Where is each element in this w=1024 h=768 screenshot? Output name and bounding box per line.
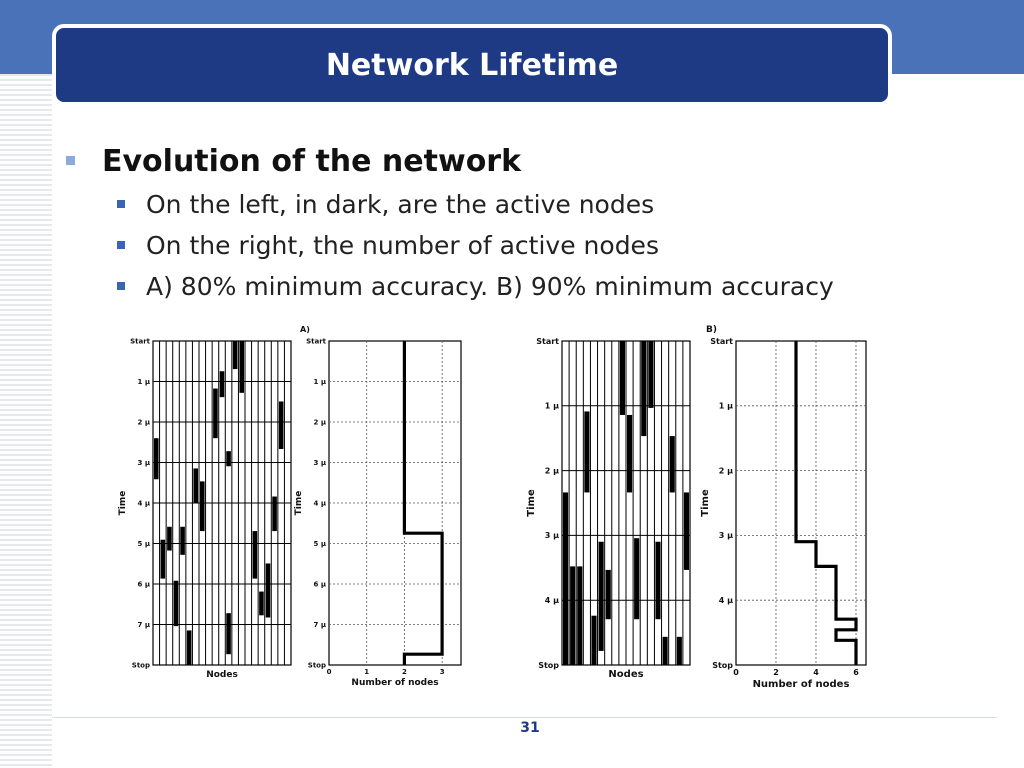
y-tick-label: 4 μ xyxy=(718,596,733,605)
y-tick-label: 1 μ xyxy=(544,401,559,411)
active-node-bar xyxy=(272,497,277,532)
y-tick-label: Start xyxy=(710,336,733,346)
x-axis-title: Nodes xyxy=(206,670,238,680)
x-tick-label: 6 xyxy=(853,668,859,677)
active-node-bar xyxy=(161,540,166,579)
bullet-list xyxy=(62,140,962,307)
active-node-bar xyxy=(570,566,575,665)
y-tick-label: 3 μ xyxy=(544,531,559,541)
y-tick-label: 5 μ xyxy=(313,539,326,548)
title-box xyxy=(52,24,892,106)
y-tick-label: Start xyxy=(306,337,326,346)
y-tick-label: 6 μ xyxy=(137,580,150,589)
y-tick-label: 7 μ xyxy=(137,620,150,629)
active-node-bar xyxy=(641,341,646,436)
y-tick-label: 7 μ xyxy=(313,620,326,629)
x-tick-label: 0 xyxy=(733,668,739,677)
y-tick-label: 3 μ xyxy=(313,458,326,467)
panel-label: B) xyxy=(706,325,717,335)
active-node-bar xyxy=(634,538,639,619)
lineplot-frame xyxy=(736,341,866,665)
y-tick-label: Start xyxy=(536,336,559,346)
active-node-bar xyxy=(584,411,589,492)
bullet-marker xyxy=(117,282,125,290)
active-nodes-line xyxy=(796,341,856,665)
bullet-marker xyxy=(117,241,125,249)
y-tick-label: 2 μ xyxy=(544,466,559,476)
page-number: 31 xyxy=(520,720,540,736)
active-node-bar xyxy=(266,563,271,617)
active-node-bar xyxy=(684,492,689,569)
x-tick-label: 3 xyxy=(439,668,445,676)
x-tick-label: 4 xyxy=(813,668,819,677)
bullet-main-text: Evolution of the network xyxy=(102,144,522,179)
y-axis-title: Time xyxy=(118,490,128,516)
y-tick-label: 5 μ xyxy=(137,539,150,548)
active-node-bar xyxy=(154,438,159,479)
active-node-bar xyxy=(599,542,604,651)
y-tick-label: 2 μ xyxy=(313,418,326,427)
y-tick-label: Stop xyxy=(712,660,733,670)
active-node-bar xyxy=(226,613,231,654)
active-nodes-line xyxy=(404,341,442,665)
y-tick-label: 4 μ xyxy=(544,596,559,605)
slide-title: Network Lifetime xyxy=(325,47,619,83)
bullet-main xyxy=(62,140,962,184)
panel-label: A) xyxy=(300,325,310,334)
y-tick-label: 3 μ xyxy=(718,531,733,541)
x-tick-label: 1 xyxy=(364,668,370,676)
y-tick-label: Stop xyxy=(538,660,559,670)
y-tick-label: 4 μ xyxy=(313,499,326,508)
y-tick-label: Stop xyxy=(307,661,326,670)
active-node-bar xyxy=(167,527,172,551)
left-stripe-decoration xyxy=(0,74,52,768)
bullet-sub xyxy=(62,225,962,266)
y-tick-label: 1 μ xyxy=(137,377,150,386)
active-node-bar xyxy=(620,341,625,415)
active-node-bar xyxy=(670,436,675,492)
bullet-sub-text: On the right, the number of active nodes xyxy=(146,231,659,260)
bullet-sub xyxy=(62,184,962,225)
lineplot-frame xyxy=(329,341,461,665)
active-node-bar xyxy=(226,451,231,466)
active-node-bar xyxy=(577,566,582,665)
active-node-bar xyxy=(663,637,668,665)
active-node-bar xyxy=(239,341,244,393)
active-node-bar xyxy=(591,616,596,665)
y-tick-label: 2 μ xyxy=(137,418,150,427)
active-node-bar xyxy=(200,481,205,531)
active-node-bar xyxy=(220,371,225,397)
active-node-bar xyxy=(606,570,611,619)
bullet-marker xyxy=(66,156,75,165)
active-node-bar xyxy=(655,542,660,619)
y-tick-label: 1 μ xyxy=(313,377,326,386)
active-node-bar xyxy=(563,492,568,665)
active-node-bar xyxy=(174,581,179,626)
y-tick-label: Stop xyxy=(131,661,150,670)
active-node-bar xyxy=(213,389,218,439)
x-tick-label: 2 xyxy=(401,668,407,676)
y-axis-title: Time xyxy=(294,490,304,516)
y-tick-label: Start xyxy=(130,337,150,346)
bullet-sub-text: On the left, in dark, are the active nodes xyxy=(146,190,655,219)
x-tick-label: 0 xyxy=(326,668,332,676)
y-tick-label: 4 μ xyxy=(137,499,150,508)
bullet-sub-text: A) 80% minimum accuracy. B) 90% minimum accuracy xyxy=(146,272,834,301)
bullet-sub xyxy=(62,266,962,307)
y-tick-label: 1 μ xyxy=(718,401,733,411)
active-node-bar xyxy=(233,341,238,369)
x-tick-label: 2 xyxy=(773,668,779,677)
active-node-bar xyxy=(187,630,192,665)
y-tick-label: 6 μ xyxy=(313,580,326,589)
active-node-bar xyxy=(259,592,264,616)
heatmap-frame xyxy=(562,341,690,665)
active-node-bar xyxy=(677,637,682,665)
y-axis-title: Time xyxy=(526,489,537,517)
bullet-marker xyxy=(117,200,125,208)
heatmap-frame xyxy=(153,341,291,665)
active-node-bar xyxy=(648,341,653,408)
x-axis-title: Nodes xyxy=(608,669,644,680)
active-node-bar xyxy=(180,527,185,555)
y-tick-label: 3 μ xyxy=(137,458,150,467)
active-node-bar xyxy=(279,401,284,449)
y-axis-title: Time xyxy=(700,489,711,517)
active-node-bar xyxy=(193,468,198,503)
x-axis-title: Number of nodes xyxy=(351,678,439,688)
y-tick-label: 2 μ xyxy=(718,466,733,476)
active-node-bar xyxy=(253,531,258,579)
x-axis-title: Number of nodes xyxy=(752,679,850,690)
active-node-bar xyxy=(627,415,632,492)
footer-divider xyxy=(52,717,997,718)
